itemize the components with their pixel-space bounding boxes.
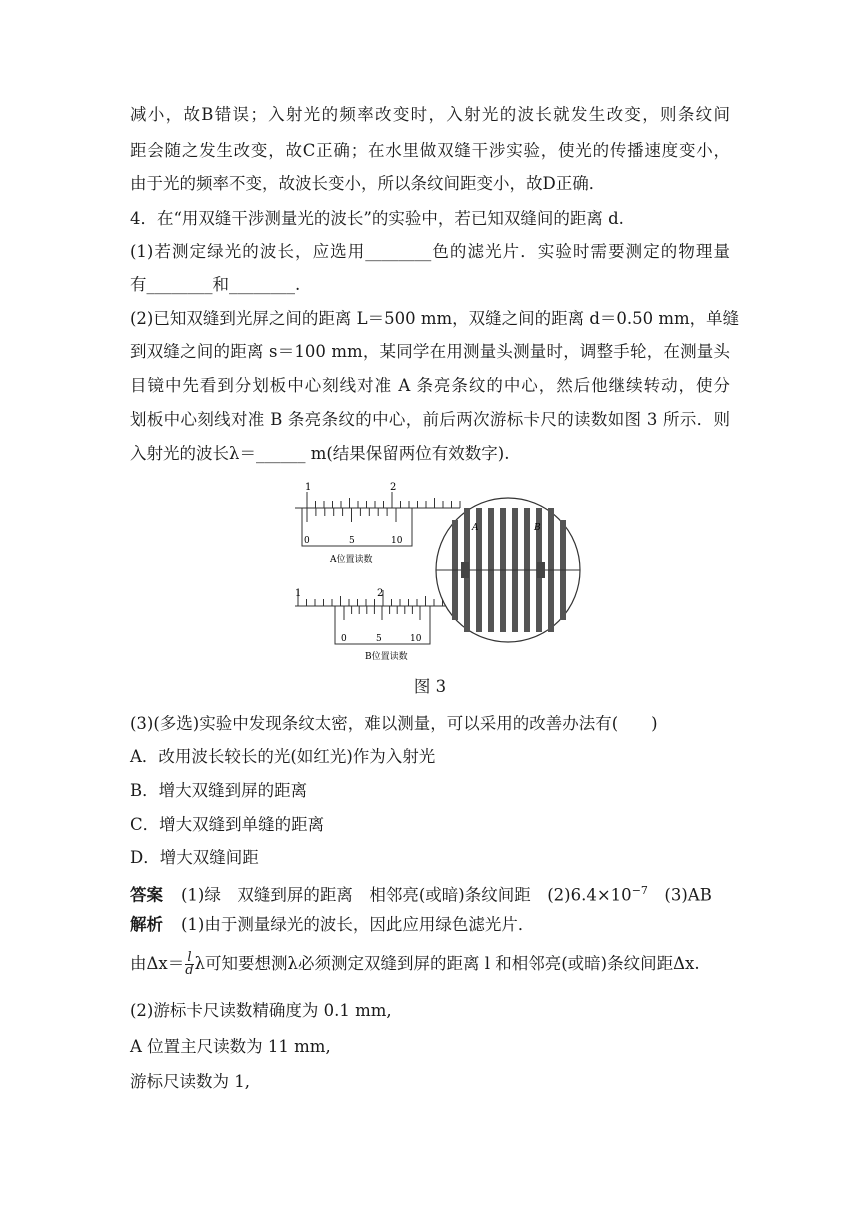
- question-4-part-1: (1)若测定绿光的波长，应选用________色的滤光片．实验时需要测定的物理量: [130, 242, 730, 261]
- analysis-line: (2)游标卡尺读数精确度为 0.1 mm,: [130, 1001, 392, 1020]
- analysis-line: A 位置主尺读数为 11 mm,: [130, 1037, 331, 1056]
- main-tick-label: 2: [390, 482, 397, 493]
- fringe-b-label: B: [534, 523, 541, 533]
- fringe-a-label: A: [472, 523, 479, 533]
- option-c: C．增大双缝到单缝的距离: [130, 815, 325, 834]
- text-line: 目镜中先看到分划板中心刻线对准 A 条亮条纹的中心，然后他继续转动，使分: [130, 376, 730, 395]
- vernier-tick-label: 10: [410, 634, 422, 644]
- eyepiece-view: [436, 498, 580, 642]
- fraction-numerator: l: [185, 952, 193, 965]
- main-tick-label: 1: [295, 588, 302, 599]
- answer-label: 答案: [130, 885, 163, 905]
- analysis-line: 游标尺读数为 1,: [130, 1072, 250, 1091]
- text-line: 划板中心刻线对准 B 条亮条纹的中心，前后两次游标卡尺的读数如图 3 所示．则: [130, 410, 730, 429]
- analysis-text: (1)由于测量绿光的波长，因此应用绿色滤光片．: [181, 915, 535, 934]
- text-line: 减小，故B错误；入射光的频率改变时，入射光的波长就发生改变，则条纹间: [130, 105, 730, 124]
- a-position-scale: [295, 492, 460, 546]
- b-position-label: B位置读数: [365, 652, 408, 662]
- formula-prefix: 由Δx＝: [130, 954, 185, 973]
- analysis-line: [130, 914, 730, 936]
- text-line: 距会随之发生改变，故C正确；在水里做双缝干涉实验，使光的传播速度变小，: [130, 141, 730, 160]
- formula-suffix: λ可知要想测λ必须测定双缝到屏的距离 l 和相邻亮(或暗)条纹间距Δx.: [194, 954, 700, 973]
- vernier-caliper-figure: [290, 478, 590, 666]
- question-3-stem: (3)(多选)实验中发现条纹太密，难以测量，可以采用的改善办法有( ): [130, 714, 658, 733]
- option-d: D．增大双缝间距: [130, 848, 259, 867]
- a-position-label: A位置读数: [330, 555, 373, 565]
- answer-exponent: −7: [631, 884, 648, 897]
- analysis-label: 解析: [130, 915, 163, 934]
- answer-line: [130, 880, 730, 907]
- vernier-tick-label: 0: [304, 536, 310, 546]
- vernier-tick-label: 5: [349, 536, 355, 546]
- main-tick-label: 2: [377, 588, 384, 599]
- vernier-tick-label: 5: [376, 634, 382, 644]
- b-position-scale: [295, 590, 455, 644]
- option-b: B．增大双缝到屏的距离: [130, 781, 308, 800]
- main-tick-label: 1: [305, 482, 312, 493]
- text-line: 由于光的频率不变，故波长变小，所以条纹间距变小，故D正确．: [130, 174, 606, 193]
- vernier-tick-label: 10: [391, 536, 403, 546]
- question-4-stem: 4．在“用双缝干涉测量光的波长”的实验中，若已知双缝间的距离 d.: [130, 209, 624, 228]
- question-4-part-2: (2)已知双缝到光屏之间的距离 L＝500 mm，双缝之间的距离 d＝0.50 mm，单缝: [130, 309, 740, 328]
- fraction-denominator: d: [185, 963, 194, 978]
- fraction: [185, 952, 193, 977]
- formula-line: [130, 950, 730, 978]
- option-a: A．改用波长较长的光(如红光)作为入射光: [130, 747, 436, 766]
- vernier-tick-label: 0: [341, 634, 347, 644]
- answer-text: (1)绿 双缝到屏的距离 相邻亮(或暗)条纹间距 (2)6.4×10: [181, 885, 632, 905]
- answer-text-2: (3)AB: [647, 885, 712, 905]
- figure-caption: 图 3: [413, 677, 447, 696]
- text-line: 入射光的波长λ＝______ m(结果保留两位有效数字).: [130, 444, 510, 463]
- question-4-part-1-cont: 有________和________.: [130, 275, 301, 294]
- text-line: 到双缝之间的距离 s＝100 mm，某同学在用测量头测量时，调整手轮，在测量头: [130, 342, 730, 361]
